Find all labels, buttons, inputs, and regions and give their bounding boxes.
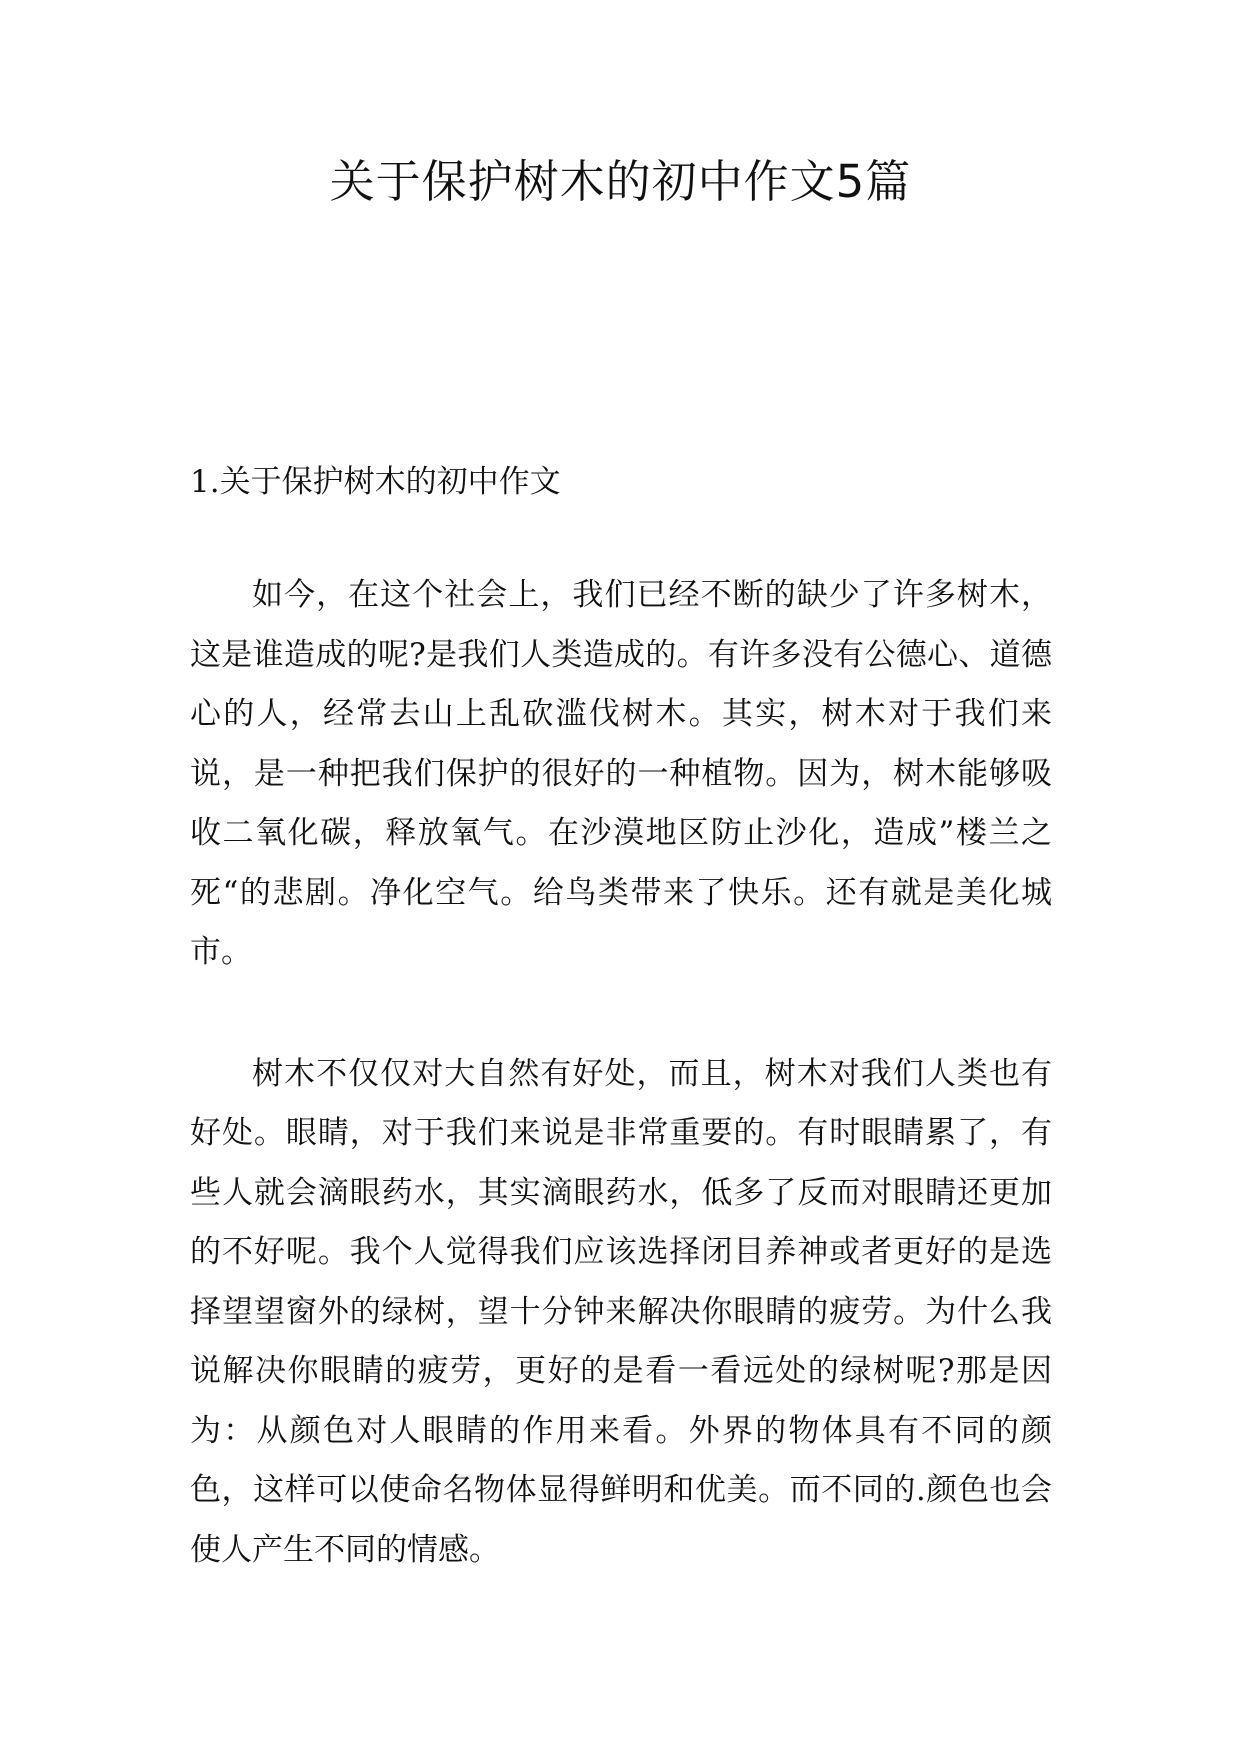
paragraph-2: 树木不仅仅对大自然有好处，而且，树木对我们人类也有好处。眼睛，对于我们来说是非常重要的。有时眼睛累了，有些人就会滴眼药水，其实滴眼药水，低多了反而对眼睛还更加的不好呢。我个人觉得我们应该选择闭目养神或者更好的是选择望望窗外的绿树，望十分钟来解决你眼睛的疲劳。为什么我说解决你眼睛的疲劳，更好的是看一看远处的绿树呢?那是因为：从颜色对人眼睛的作用来看。外界的物体具有不同的颜色，这样可以使命名物体显得鲜明和优美。而不同的.颜色也会使人产生不同的情感。 <box>190 1055 1052 1568</box>
section-heading: 1.关于保护树木的初中作文 <box>190 464 561 500</box>
document-title: 关于保护树木的初中作文5篇 <box>329 155 912 208</box>
paragraph-1: 如今，在这个社会上，我们已经不断的缺少了许多树木，这是谁造成的呢?是我们人类造成的。有许多没有公德心、道德心的人，经常去山上乱砍滥伐树木。其实，树木对于我们来说，是一种把我们保护的很好的一种植物。因为，树木能够吸收二氧化碳，释放氧气。在沙漠地区防止沙化，造成”楼兰之死“的悲剧。净化空气。给鸟类带来了快乐。还有就是美化城市。 <box>190 577 1052 970</box>
document-body <box>190 460 1052 1580</box>
